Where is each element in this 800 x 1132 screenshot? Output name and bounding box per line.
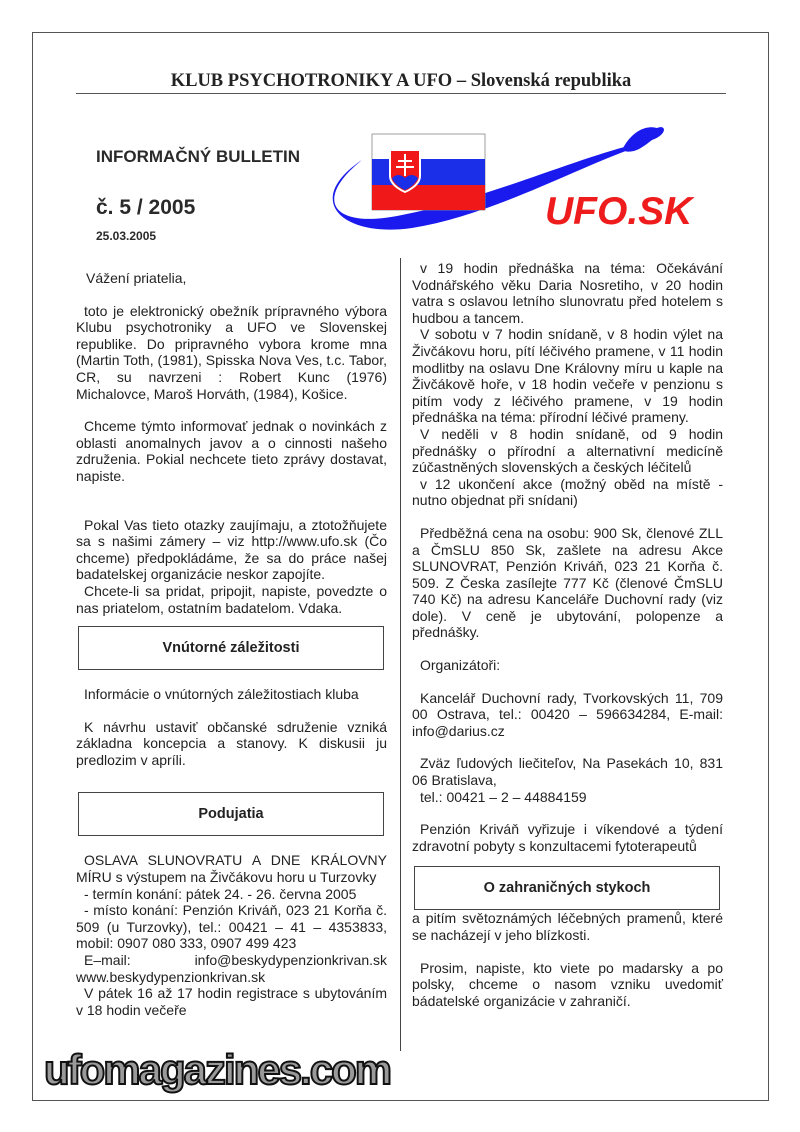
section-heading-foreign: O zahraničných stykoch [414, 866, 720, 910]
event-place: - místo konání: Penzión Kriváň, 023 21 Korňa č. 509 (u Turzovky), tel.: 00421 – 41 – 4353833, mobil: 0907 080 333, 0907 499 423 [76, 902, 387, 952]
event-title: OSLAVA SLUNOVRATU A DNE KRÁLOVNY MÍRU s výstupem na Živčákovu horu u Turzovky [76, 852, 387, 886]
event-end: v 12 ukončení akce (možný oběd na místě - nutno objednat při snídani) [412, 475, 723, 509]
purpose-paragraph: Chceme týmto informovať jednak o novinkách z oblasti anomalnych javov a o cinnosti našeho združenia. Pokial nechcete tieto zprávy dostavat, napiste. [76, 418, 387, 484]
event-contact: E–mail: info@beskydypenzionkrivan.sk www.beskydypenzionkrivan.sk [76, 952, 387, 985]
intro-paragraph: toto je elektronický obežník prípravného výbora Klubu psychotroniky a UFO ve Slovenskej republike. Do pripravného vybora krome mna (Martin Toth, (1981), Spisska Nova Ves, t.c. Tabor, CR, su navrzeni : Robert Kunc (1976) Michalovce, Maroš Horváth, (1984), Košice. [76, 302, 387, 402]
slovak-flag-icon [372, 134, 485, 210]
invite-paragraph: Pokal Vas tieto otazky zaujímaju, a ztotožňujete sa s našimi zámery – viz http://www.ufo.sk (Čo chceme) předpokládáme, že sa do práce našej badatelskej organizácie neskor zapojíte. [76, 516, 387, 583]
organizers-label: Organizátoři: [420, 657, 501, 674]
organizer-1: Kancelář Duchovní rady, Tvorkovských 11, 709 00 Ostrava, tel.: 00420 – 596634284, E-mail: info@darius.cz [412, 689, 723, 739]
organizer-2-phone: tel.: 00421 – 2 – 44884159 [420, 788, 587, 805]
greeting: Vážení priatelia, [86, 270, 187, 286]
internal-paragraph: K návrhu ustaviť občanské sdruženie vzniká základna koncepcia a stanovy. K diskusii ju predlozim v apríli. [76, 718, 387, 768]
club-title: KLUB PSYCHOTRONIKY A UFO – Slovenská republika [170, 71, 632, 91]
pension-stays: Penzión Kriváň vyřizuje i víkendové a týdení zdravotní pobyty s konzultacemi fytoterapeutů [412, 821, 723, 854]
bulletin-title: INFORMAČNÝ BULLETIN [96, 147, 300, 166]
event-date: - termín konání: pátek 24. - 26. června 2005 [84, 885, 357, 902]
friday-program: v 19 hodin přednáška na téma: Očekávání Vodnářského věku Daria Nosretiho, v 20 hodin vatra s oslavou letního slunovratu před hotelem s hudbou a tancem. [412, 260, 723, 326]
header-rule [76, 93, 726, 94]
comet-head-icon [622, 127, 664, 152]
issue-number: č. 5 / 2005 [96, 196, 196, 219]
join-paragraph: Chcete-li sa pridat, pripojit, napiste, povedzte o nas priatelom, ostatním badatelom. Vdaka. [76, 582, 387, 616]
event-friday: V pátek 16 až 17 hodin registrace s ubytováním v 18 hodin večeře [76, 985, 387, 1018]
right-column [412, 260, 723, 1009]
issue-date: 25.03.2005 [96, 229, 157, 243]
section-heading-events: Podujatia [78, 792, 384, 836]
watermark: ufomagazines.com [44, 1046, 391, 1093]
foreign-paragraph: Prosim, napiste, kto viete po madarsky a po polsky, chceme o nasom vzniku uvedomiť bádatelské organizácie v zahraničí. [412, 959, 723, 1009]
price-paragraph: Předběžná cena na osobu: 900 Sk, členové ZLL a ČmSLU 850 Sk, zašlete na adresu Akce SLUNOVRAT, Penzión Kriváň, 023 21 Korňa č. 509. Z Česka zasílejte 777 Kč (členové ČmSLU 740 Kč) na adresu Kanceláře Duchovní rady (viz dole). V ceně je ubytování, polopenze a přednášky. [412, 524, 723, 641]
sunday-program: V neděli v 8 hodin snídaně, od 9 hodin přednášky o přírodní a alternativní medicíně zúčastněných slovenských a českých léčitelů [412, 425, 723, 476]
saturday-program: V sobotu v 7 hodin snídaně, v 8 hodin výlet na Živčákovu horu, pítí léčivého pramene, v 11 hodin modlitby na oslavu Dne Královny míru u kaple na Živčákově hoře, v 18 hodin večeře v penzionu s pitím vody z léčivého pramene, v 19 hodin přednáška na téma: přírodní léčivé prameny. [412, 326, 723, 426]
column-divider [400, 258, 401, 1051]
logo-text: UFO.SK [545, 190, 693, 233]
organizer-2: Zväz ľudových liečiteľov, Na Pasekách 10, 831 06 Bratislava, [412, 755, 723, 789]
internal-info: Informácie o vnútorných záležitostiach kluba [84, 686, 359, 703]
section-heading-internal: Vnútorné záležitosti [78, 626, 384, 670]
left-column [76, 270, 387, 1018]
springs-paragraph: a pitím světoznámých léčebných pramenů, které se nacházejí v jeho blízkosti. [412, 910, 723, 943]
